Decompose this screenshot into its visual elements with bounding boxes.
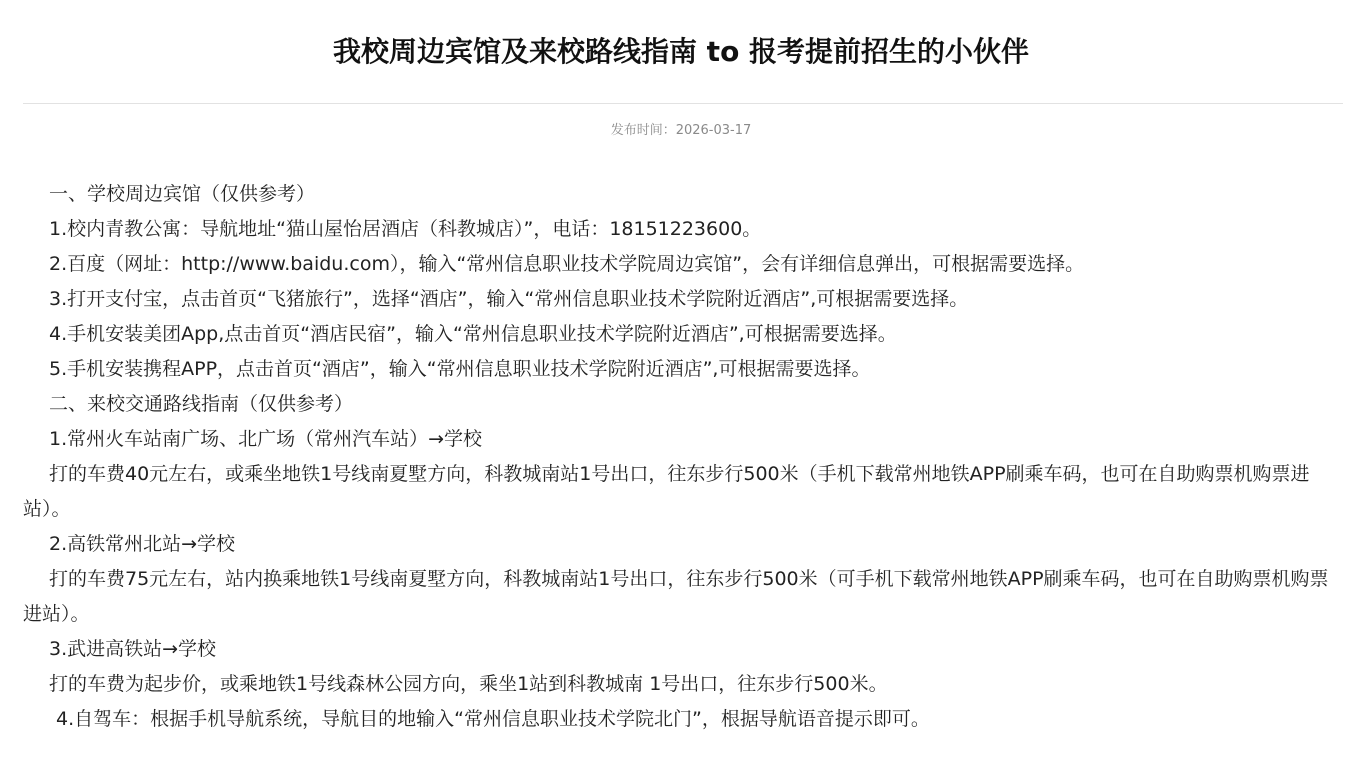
- page-title: 我校周边宾馆及来校路线指南 to 报考提前招生的小伙伴: [332, 35, 1030, 68]
- route-2-detail: 打的车费75元左右，站内换乘地铁1号线南夏墅方向，科教城南站1号出口，往东步行500米（可手机下载常州地铁APP刷乘车码，也可在自助购票机购票进站）。: [23, 568, 1329, 625]
- hotel-item-5: 5.手机安装携程APP，点击首页“酒店”，输入“常州信息职业技术学院附近酒店”,可根据需要选择。: [49, 358, 871, 380]
- route-1-title: 1.常州火车站南广场、北广场（常州汽车站）→学校: [49, 428, 483, 450]
- article-body: [23, 177, 1333, 737]
- route-2-title: 2.高铁常州北站→学校: [49, 533, 236, 555]
- section-heading-hotels: 一、学校周边宾馆（仅供参考）: [49, 183, 316, 205]
- route-1-detail: 打的车费40元左右，或乘坐地铁1号线南夏墅方向，科教城南站1号出口，往东步行500米（手机下载常州地铁APP刷乘车码，也可在自助购票机购票进站）。: [23, 463, 1310, 520]
- hotel-item-4: 4.手机安装美团App,点击首页“酒店民宿”，输入“常州信息职业技术学院附近酒店”,可根据需要选择。: [49, 323, 897, 345]
- hotel-item-2: 2.百度（网址：http://www.baidu.com），输入“常州信息职业技术学院周边宾馆”，会有详细信息弹出，可根据需要选择。: [49, 253, 1085, 275]
- route-4-title: 4.自驾车：根据手机导航系统，导航目的地输入“常州信息职业技术学院北门”，根据导航语音提示即可。: [56, 708, 930, 730]
- publish-label: 发布时间：: [610, 123, 676, 138]
- publish-info: [0, 121, 1362, 141]
- publish-date: 2026-03-17: [675, 123, 752, 138]
- route-3-title: 3.武进高铁站→学校: [49, 638, 217, 660]
- section-heading-transport: 二、来校交通路线指南（仅供参考）: [49, 393, 354, 415]
- title-divider: [23, 103, 1343, 104]
- hotel-item-3: 3.打开支付宝，点击首页“飞猪旅行”，选择“酒店”，输入“常州信息职业技术学院附近酒店”,可根据需要选择。: [49, 288, 969, 310]
- hotel-item-1: 1.校内青教公寓：导航地址“猫山屋怡居酒店（科教城店）”，电话：18151223600。: [49, 218, 762, 240]
- route-3-detail: 打的车费为起步价，或乘地铁1号线森林公园方向，乘坐1站到科教城南 1号出口，往东步行500米。: [49, 673, 888, 695]
